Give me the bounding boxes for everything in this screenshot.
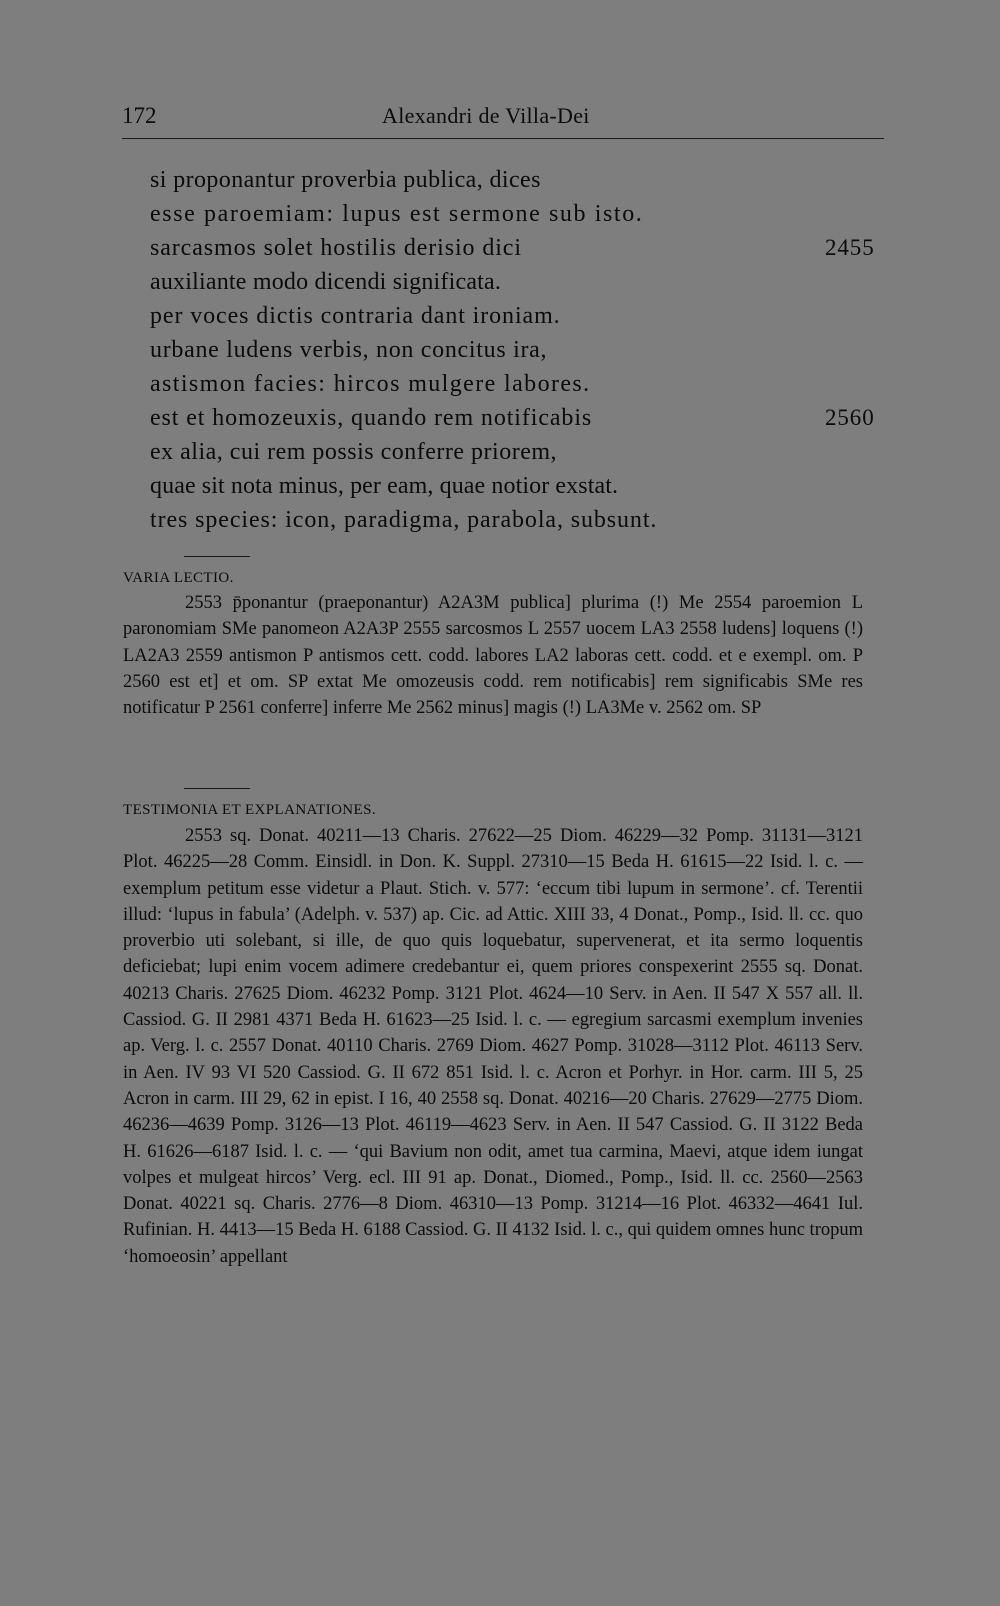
verse-text: urbane ludens verbis, non concitus ira,: [150, 337, 548, 363]
verse-line: [150, 197, 890, 231]
verse-text: sarcasmos solet hostilis derisio dici: [150, 235, 522, 261]
verse-line: [150, 401, 890, 435]
varia-lectio-title: VARIA LECTIO.: [123, 570, 234, 586]
section-rule: [184, 788, 250, 789]
line-number: 2560: [825, 405, 875, 430]
verse-text: astismon facies: hircos mulgere labores.: [150, 371, 591, 397]
verse-text: auxiliante modo dicendi significata.: [150, 269, 502, 295]
testimonia-title: TESTIMONIA ET EXPLANATIONES.: [123, 802, 376, 818]
verse-line: [150, 469, 890, 503]
verse-text: ex alia, cui rem possis conferre priorem,: [150, 439, 558, 465]
verse-line: [150, 333, 890, 367]
varia-lectio-text: 2553 p̄ponantur (praeponantur) A2A3M publica] plurima (!) Me 2554 paroemion L paronomiam SMe panomeon A2A3P 2555 sarcosmos L 2557 uocem LA3 2558 ludens] loquens (!) LA2A3 2559 antismon P antismos cett. codd. labores LA2 laboras cett. codd. et e exempl. om. P 2560 est et] et om. SP extat Me omozeusis codd. rem notificabis] rem significabis SMe res notificatur P 2561 conferre] inferre Me 2562 minus] magis (!) LA3Me v. 2562 om. SP: [123, 593, 863, 719]
verse-line: [150, 231, 890, 265]
verse-text: quae sit nota minus, per eam, quae notior exstat.: [150, 473, 619, 499]
verse-line: [150, 503, 890, 537]
verse-line: [150, 435, 890, 469]
line-number: 2455: [825, 235, 875, 260]
verse-line: [150, 367, 890, 401]
verse-text: si proponantur proverbia publica, dices: [150, 167, 541, 193]
section-rule: [184, 556, 250, 557]
testimonia-text: 2553 sq. Donat. 40211—13 Charis. 27622—25 Diom. 46229—32 Pomp. 31131—3121 Plot. 46225—28 Comm. Einsidl. in Don. K. Suppl. 27310—15 Beda H. 61615—22 Isid. l. c. — exemplum petitum esse videtur a Plaut. Stich. v. 577: ‘eccum tibi lupum in sermone’. cf. Terentii illud: ‘lupus in fabula’ (Adelph. v. 537) ap. Cic. ad Attic. XIII 33, 4 Donat., Pomp., Isid. ll. cc. quo proverbio uti solebant, si ille, de quo quis loquebatur, supervenerat, et ita sermo loquentis deficiebat; lupi enim vocem adimere credebantur ei, quem priores conspexerint 2555 sq. Donat. 40213 Charis. 27625 Diom. 46232 Pomp. 3121 Plot. 4624—10 Serv. in Aen. II 547 X 557 all. ll. Cassiod. G. II 2981 4371 Beda H. 61623—25 Isid. l. c. — egregium sarcasmi exemplum invenies ap. Verg. l. c. 2557 Donat. 40110 Charis. 2769 Diom. 4627 Pomp. 31028—3112 Plot. 46113 Serv. in Aen. IV 93 VI 520 Cassiod. G. II 672 851 Isid. l. c. Acron et Porhyr. in Hor. carm. III 5, 25 Acron in carm. III 29, 62 in epist. I 16, 40 2558 sq. Donat. 40216—20 Charis. 27629—2775 Diom. 46236—4639 Pomp. 3126—13 Plot. 46119—4623 Serv. in Aen. II 547 Cassiod. G. II 3122 Beda H. 61626—6187 Isid. l. c. — ‘qui Bavium non odit, amet tua carmina, Maevi, atque idem iungat volpes et mulgeat hircos’ Verg. ecl. III 91 ap. Donat., Diomed., Pomp., Isid. ll. cc. 2560—2563 Donat. 40221 sq. Charis. 2776—8 Diom. 46310—13 Pomp. 31214—16 Plot. 46332—4641 Iul. Rufinian. H. 4413—15 Beda H. 6188 Cassiod. G. II 4132 Isid. l. c., qui quidem omnes hunc tropum ‘homoeosin’ appellant: [123, 826, 863, 1267]
verse-text: per voces dictis contraria dant ironiam.: [150, 303, 561, 329]
verse-text: esse paroemiam: lupus est sermone sub isto.: [150, 201, 644, 227]
verse-line: [150, 299, 890, 333]
verse-line: [150, 265, 890, 299]
verse-line: [150, 163, 890, 197]
verse-text: est et homozeuxis, quando rem notificabis: [150, 405, 593, 431]
page-number: 172: [122, 103, 157, 128]
verse-text: tres species: icon, paradigma, parabola, subsunt.: [150, 507, 658, 533]
verse-block: [150, 163, 890, 537]
testimonia-notes: [123, 823, 863, 1270]
header-rule: [122, 138, 884, 139]
running-title: Alexandri de Villa-Dei: [382, 103, 590, 128]
varia-lectio-apparatus: [123, 590, 863, 721]
